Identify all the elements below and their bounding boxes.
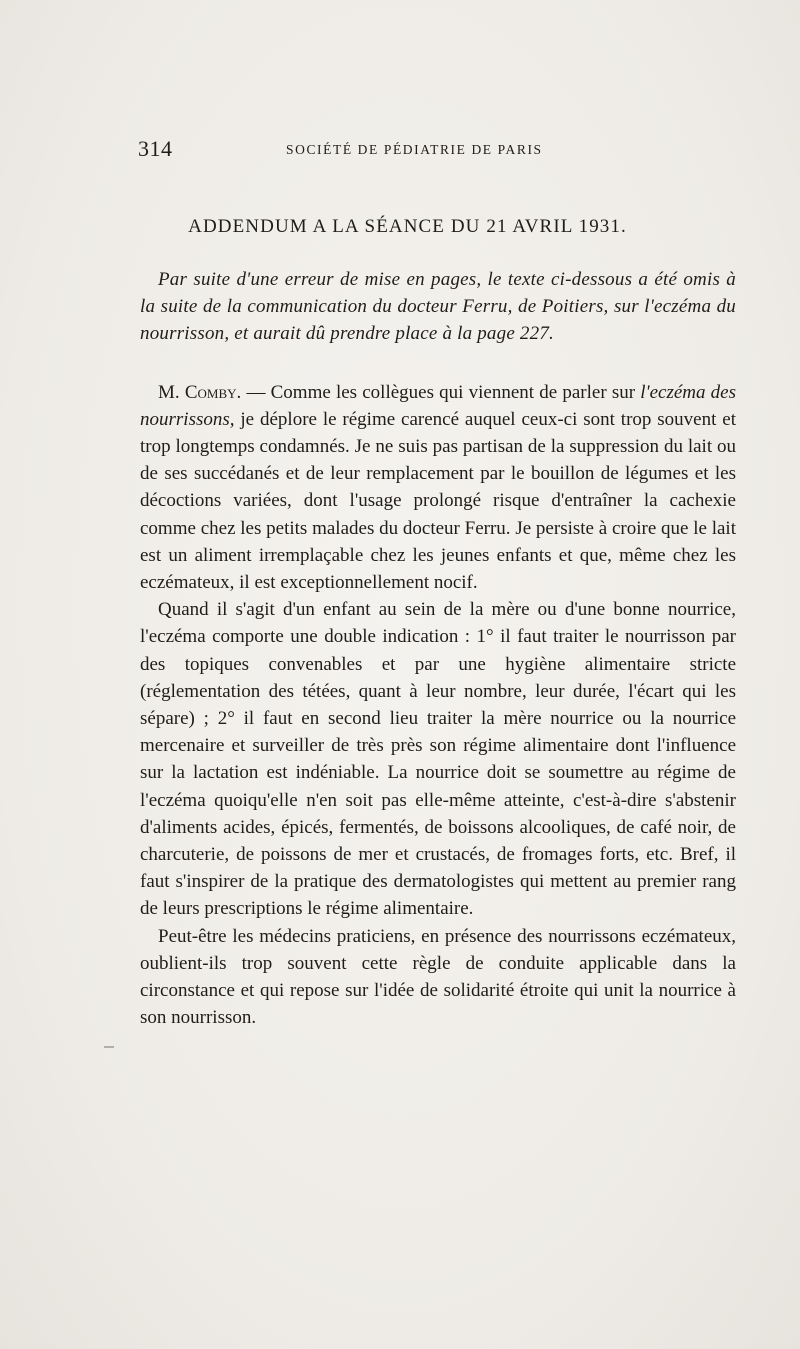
paragraph-conclusion: Peut-être les médecins praticiens, en présence des nourrissons eczémateux, oublient-ils trop souvent cette règle de conduite applicable dans la circonstance et qui repose sur l'idée de solidarité étroite qui unit la nourrice à son nourrisson.: [140, 925, 736, 1029]
paragraph-lead: — Comme les collègues qui viennent de parler sur: [241, 381, 641, 403]
editorial-note: Par suite d'une erreur de mise en pages, le texte ci-dessous a été omis à la suite de la communication du docteur Ferru, de Poitiers, sur l'eczéma du nourrisson, et aurait dû prendre place à la page 227.: [140, 269, 736, 345]
paragraph-double-indication: Quand il s'agit d'un enfant au sein de la mère ou d'une bonne nourrice, l'eczéma comporte une double indication : 1° il faut traiter le nourrisson par des topiques convenables et par une hygiène alimentaire stricte (réglementation des tétées, quant à leur nombre, leur durée, l'écart qui les sépare) ; 2° il faut en second lieu traiter la mère nourrice ou la nourrice mercenaire et surveiller de très près son régime alimentaire dont l'influence sur la lactation est indéniable. La nourrice doit se soumettre au régime de l'eczéma quoiqu'elle n'en soit pas elle-même atteinte, c'est-à-dire s'abstenir d'aliments acides, épicés, fermentés, de boissons alcooliques, de café noir, de charcuterie, de poissons de mer et crustacés, de fromages forts, etc. Bref, il faut s'inspirer de la pratique des dermatologistes qui mettent au premier rang de leurs prescriptions le régime alimentaire.: [140, 599, 736, 920]
topic-emphasis: l'eczéma des nourrissons,: [140, 381, 736, 430]
paragraph-rest: je déplore le régime carencé auquel ceux-ci sont trop souvent et trop longtemps condamnés. Je ne suis pas partisan de la suppression du lait ou de ses succédanés et de leur remplacement par le bouillon de légumes et les décoctions variées, dont l'usage prolongé risque d'entraîner la cachexie comme chez les petits malades du docteur Ferru. Je persiste à croire que le lait est un aliment irremplaçable chez les jeunes enfants et que, même chez les eczémateux, il est exceptionnellement nocif.: [140, 408, 736, 594]
article-body: [140, 266, 736, 1031]
margin-mark: [104, 1046, 114, 1048]
section-title: ADDENDUM A LA SÉANCE DU 21 AVRIL 1931.: [188, 216, 627, 237]
speaker-name: M. Comby.: [158, 381, 242, 403]
page-number: 314: [138, 136, 173, 161]
paragraph-comby-intro: [140, 379, 736, 597]
page-header: [138, 136, 738, 166]
running-head: SOCIÉTÉ DE PÉDIATRIE DE PARIS: [286, 142, 543, 157]
